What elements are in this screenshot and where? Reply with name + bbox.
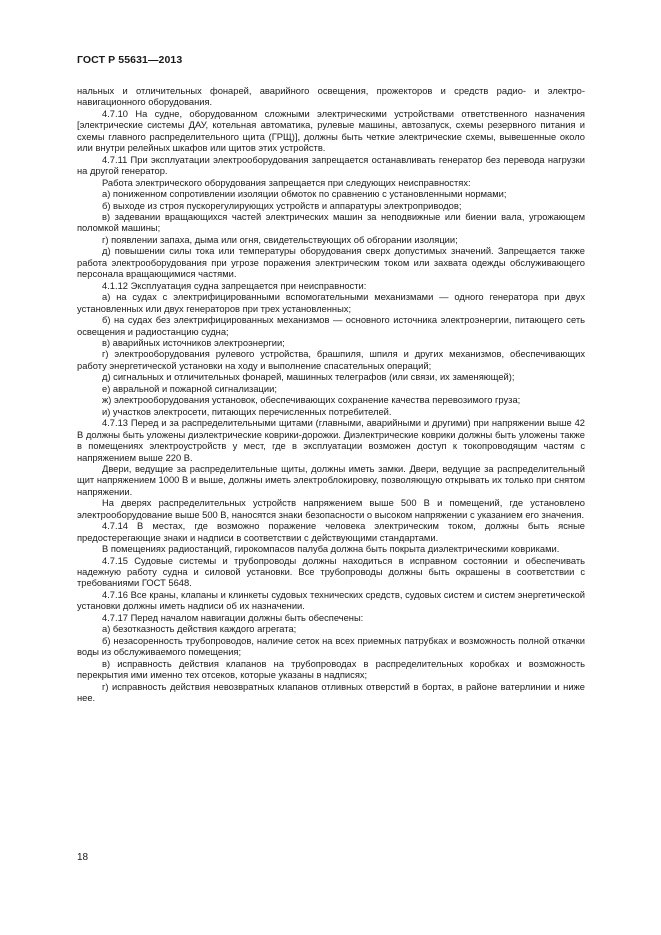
paragraph: б) на судах без электрифицированных механизмов — основного источника электроэнергии, питающего сеть освещения и радиостанцию судна; xyxy=(77,315,585,337)
paragraph: е) авральной и пожарной сигнализации; xyxy=(102,383,277,394)
paragraph: г) появлении запаха, дыма или огня, свидетельствующих об обгорании изоляции; xyxy=(102,234,458,245)
paragraph: На дверях распределительных устройств напряжением выше 500 В и помещений, где установлено электрооборудование выше 500 В, наносятся знаки безопасности о высоком напряжении с указанием его значения. xyxy=(77,498,585,520)
paragraph: а) на судах с электрифицированными вспомогательными механизмами — одного генератора при двух установленных или двух генераторов при трех установленных; xyxy=(77,292,585,314)
paragraph: и) участков электросети, питающих перечисленных потребителей. xyxy=(102,406,392,417)
paragraph: в) аварийных источников электроэнергии; xyxy=(102,337,285,348)
paragraph: б) незасоренность трубопроводов, наличие сеток на всех приемных патрубках и возможность полной откачки воды из обслуживаемого помещения; xyxy=(77,635,585,658)
paragraph: а) пониженном сопротивлении изоляции обмоток по сравнению с установленными нормами; xyxy=(102,189,507,200)
paragraph: 4.7.15 Судовые системы и трубопроводы должны находиться в исправном состоянии и обеспечивать надежную работу судна и силовой установки. Все трубопроводы должны быть окрашены в соответствии с требованиями ГОСТ 5648. xyxy=(77,555,585,589)
paragraph: д) повышении силы тока или температуры оборудования сверх допустимых значений. Запрещается также работа электрооборудования при угрозе поражения электрическим током или захвата одежды обслуживающего персонала вращающимися частями. xyxy=(77,246,585,280)
paragraph: г) электрооборудования рулевого устройства, брашпиля, шпиля и других механизмов, обеспечивающих работу энергетической установки на ходу и выполнение спасательных операций; xyxy=(77,349,585,371)
paragraph: 4.7.11 При эксплуатации электрооборудования запрещается останавливать генератор без перевода нагрузки на другой генератор. xyxy=(77,154,585,177)
paragraph: в) исправность действия клапанов на трубопроводах в распределительных коробках и возможность перекрытия ими именно тех отсеков, которые указаны в надписях; xyxy=(77,658,585,681)
paragraph: 4.1.12 Эксплуатация судна запрещается при неисправности: xyxy=(102,280,367,291)
paragraph: Работа электрического оборудования запрещается при следующих неисправностях: xyxy=(102,177,471,188)
page-number: 18 xyxy=(77,852,89,863)
paragraph: в) задевании вращающихся частей электрических машин за неподвижные или биении вала, угрожающем поломкой машины; xyxy=(77,211,585,234)
paragraph: 4.7.14 В местах, где возможно поражение человека электрическим током, должны быть ясные предостерегающие знаки и надписи в соответствии с действующими стандартами. xyxy=(77,521,585,543)
paragraph: д) сигнальных и отличительных фонарей, машинных телеграфов (или связи, их заменяющей); xyxy=(102,372,515,383)
document-header: ГОСТ Р 55631—2013 xyxy=(77,54,183,66)
paragraph: 4.7.16 Все краны, клапаны и клинкеты судовых технических средств, судовых систем и систем энергетической установки должны иметь надписи об их назначении. xyxy=(77,589,585,612)
paragraph: б) выходе из строя пускорегулирующих устройств и аппаратуры электроприводов; xyxy=(102,200,462,211)
paragraph: г) исправность действия невозвратных клапанов отливных отверстий в бортах, в районе ватерлинии и ниже нее. xyxy=(77,681,585,704)
paragraph: а) безотказность действия каждого агрегата; xyxy=(102,624,297,635)
paragraph: 4.7.17 Перед началом навигации должны быть обеспечены: xyxy=(102,612,364,623)
paragraph: Двери, ведущие за распределительные щиты, должны иметь замки. Двери, ведущие за распределительный щит напряжением 1000 В и выше, должны иметь электроблокировку, позволяющую открывать их только при снятом напряжении. xyxy=(77,463,585,497)
paragraph: ж) электрооборудования установок, обеспечивающих сохранение качества перевозимого груза; xyxy=(102,395,521,406)
paragraph: 4.7.10 На судне, оборудованном сложными электрическими устройствами ответственного назначения [электрические системы ДАУ, котельная автоматика, рулевые машины, автозапуск, схемы резервного питания и схемы главного распределительного щита (ГРЩ)], должны быть четкие электрические схемы, вывешенные около или внутри релейных шкафов или щитов этих устройств. xyxy=(77,108,585,154)
paragraph: нальных и отличительных фонарей, аварийного освещения, прожекторов и средств радио- и электронавигационного оборудования. xyxy=(77,86,585,108)
paragraph: В помещениях радиостанций, гирокомпасов палуба должна быть покрыта диэлектрическими ковриками. xyxy=(102,544,560,555)
document-body xyxy=(77,86,585,704)
paragraph: 4.7.13 Перед и за распределительными щитами (главными, аварийными и другими) при напряжении выше 42 В должны быть уложены диэлектрические коврики-дорожки. Диэлектрические коврики должны быть уложены также в помещениях электроустройств у мест, где в эксплуатации возможен доступ к токопроводящим частям с напряжением выше 220 В. xyxy=(77,418,585,463)
